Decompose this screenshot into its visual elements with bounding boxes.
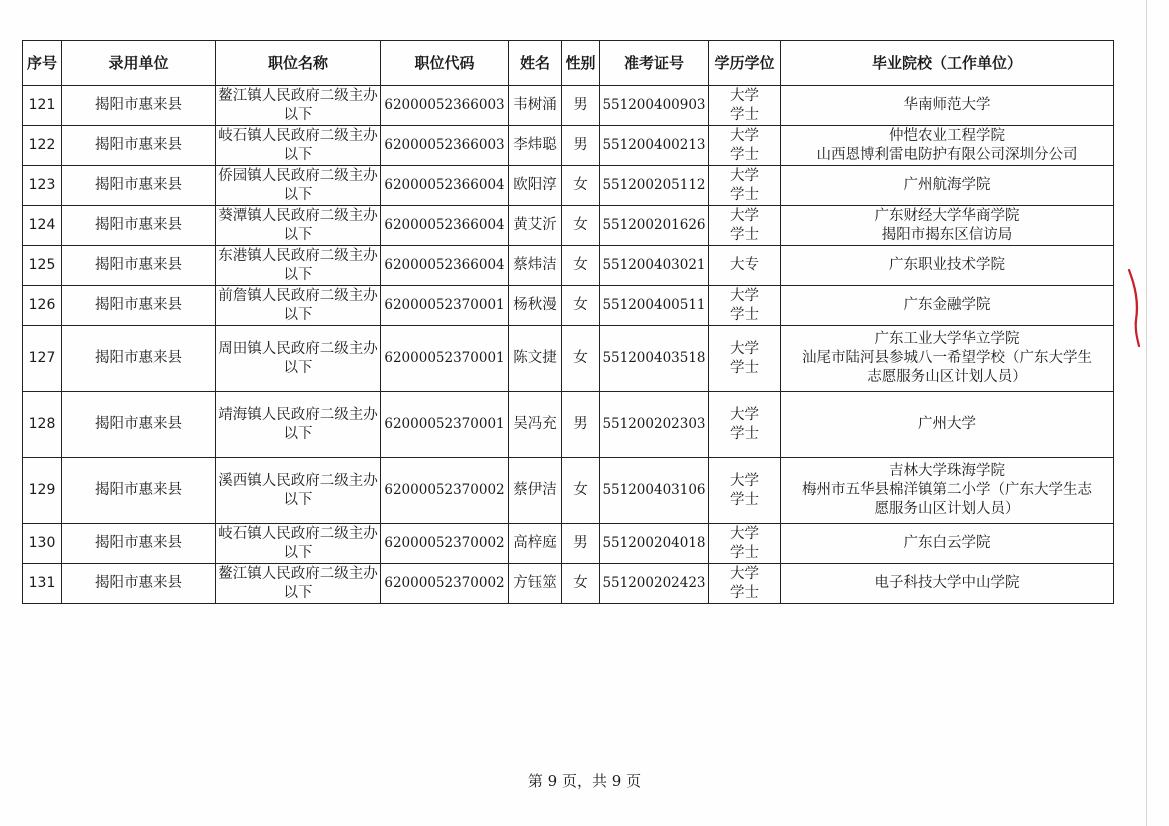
cell-education-line: 大专 xyxy=(730,257,759,273)
cell-gender: 女 xyxy=(562,326,600,392)
cell-ticket: 551200400213 xyxy=(600,126,709,166)
cell-gender: 女 xyxy=(562,166,600,206)
header-unit: 录用单位 xyxy=(62,41,216,86)
cell-unit: 揭阳市惠来县 xyxy=(62,126,216,166)
cell-name: 吴冯充 xyxy=(509,392,562,458)
cell-education-line: 学士 xyxy=(730,146,759,163)
cell-code: 62000052370002 xyxy=(381,564,509,604)
cell-unit: 揭阳市惠来县 xyxy=(62,166,216,206)
cell-position-line: 溪西镇人民政府二级 xyxy=(218,472,349,489)
table-row xyxy=(23,166,1114,206)
table-row xyxy=(23,326,1114,392)
cell-education-line: 学士 xyxy=(730,491,759,508)
table-row xyxy=(23,392,1114,458)
cell-ticket: 551200403021 xyxy=(600,246,709,286)
cell-education xyxy=(709,458,781,524)
table-row xyxy=(23,564,1114,604)
cell-ticket: 551200400903 xyxy=(600,86,709,126)
cell-education-line: 学士 xyxy=(730,306,759,323)
cell-unit: 揭阳市惠来县 xyxy=(62,286,216,326)
cell-position-line: 主办以下 xyxy=(283,207,378,243)
cell-education-line: 大学 xyxy=(730,207,759,224)
cell-position-line: 东港镇人民政府二级 xyxy=(218,247,349,264)
cell-unit: 揭阳市惠来县 xyxy=(62,246,216,286)
cell-position xyxy=(216,392,381,458)
cell-gender: 男 xyxy=(562,524,600,564)
cell-position xyxy=(216,166,381,206)
scan-edge-line xyxy=(1146,0,1147,826)
cell-position-line: 鳌江镇人民政府二级 xyxy=(218,565,349,582)
table-header-row xyxy=(23,41,1114,86)
cell-education-line: 学士 xyxy=(730,186,759,203)
cell-school-line: 吉林大学珠海学院 xyxy=(889,463,1005,479)
cell-education-line: 学士 xyxy=(730,425,759,442)
cell-gender: 男 xyxy=(562,392,600,458)
cell-gender: 女 xyxy=(562,458,600,524)
cell-name: 高梓庭 xyxy=(509,524,562,564)
cell-gender: 女 xyxy=(562,246,600,286)
cell-position-line: 侨园镇人民政府二级 xyxy=(218,167,349,184)
cell-seq: 123 xyxy=(23,166,62,206)
cell-school-line: 仲恺农业工程学院 xyxy=(889,127,1005,144)
cell-gender: 女 xyxy=(562,206,600,246)
cell-education xyxy=(709,86,781,126)
cell-position-line: 主办以下 xyxy=(283,247,378,283)
header-ticket: 准考证号 xyxy=(600,41,709,86)
cell-seq: 130 xyxy=(23,524,62,564)
cell-code: 62000052366004 xyxy=(381,166,509,206)
cell-position-line: 靖海镇人民政府二级 xyxy=(218,406,349,423)
cell-code: 62000052370002 xyxy=(381,458,509,524)
cell-position-line: 主办以下 xyxy=(283,406,378,442)
table-row xyxy=(23,286,1114,326)
cell-position-line: 主办以下 xyxy=(283,87,378,123)
header-position: 职位名称 xyxy=(216,41,381,86)
cell-position xyxy=(216,246,381,286)
cell-unit: 揭阳市惠来县 xyxy=(62,564,216,604)
cell-position-line: 鳌江镇人民政府二级 xyxy=(218,87,349,104)
cell-ticket: 551200201626 xyxy=(600,206,709,246)
cell-seq: 121 xyxy=(23,86,62,126)
cell-position-line: 前詹镇人民政府二级 xyxy=(218,287,349,304)
recruitment-table xyxy=(22,40,1114,604)
table-row xyxy=(23,126,1114,166)
header-school: 毕业院校（工作单位） xyxy=(781,41,1114,86)
cell-ticket: 551200400511 xyxy=(600,286,709,326)
cell-position xyxy=(216,86,381,126)
header-seq: 序号 xyxy=(23,41,62,86)
cell-education-line: 大学 xyxy=(730,287,759,304)
cell-position xyxy=(216,564,381,604)
cell-school-line: 梅州市五华县棉洋镇第二小学（广东大学生志 xyxy=(802,482,1092,498)
cell-education-line: 大学 xyxy=(730,340,759,357)
cell-school xyxy=(781,86,1114,126)
cell-position xyxy=(216,524,381,564)
cell-ticket: 551200403106 xyxy=(600,458,709,524)
cell-name: 李炜聪 xyxy=(509,126,562,166)
cell-unit: 揭阳市惠来县 xyxy=(62,206,216,246)
cell-unit: 揭阳市惠来县 xyxy=(62,524,216,564)
header-code: 职位代码 xyxy=(381,41,509,86)
header-name: 姓名 xyxy=(509,41,562,86)
cell-education-line: 学士 xyxy=(730,359,759,376)
cell-education xyxy=(709,392,781,458)
cell-position-line: 主办以下 xyxy=(283,340,378,376)
cell-education xyxy=(709,524,781,564)
table-row xyxy=(23,246,1114,286)
cell-school-line: 广东职业技术学院 xyxy=(889,257,1005,273)
cell-school xyxy=(781,246,1114,286)
cell-education xyxy=(709,166,781,206)
cell-education xyxy=(709,246,781,286)
cell-school xyxy=(781,326,1114,392)
cell-position-line: 葵潭镇人民政府二级 xyxy=(218,207,349,224)
cell-seq: 124 xyxy=(23,206,62,246)
cell-position-line: 主办以下 xyxy=(283,167,378,203)
table-row xyxy=(23,86,1114,126)
cell-school-line: 广东工业大学华立学院 xyxy=(874,331,1020,347)
cell-code: 62000052370001 xyxy=(381,326,509,392)
table-row xyxy=(23,458,1114,524)
cell-education-line: 学士 xyxy=(730,226,759,243)
cell-school xyxy=(781,458,1114,524)
cell-code: 62000052370002 xyxy=(381,524,509,564)
cell-code: 62000052366003 xyxy=(381,126,509,166)
cell-gender: 男 xyxy=(562,126,600,166)
page-number: 第 9 页，共 9 页 xyxy=(527,772,642,790)
cell-unit: 揭阳市惠来县 xyxy=(62,392,216,458)
cell-position-line: 主办以下 xyxy=(283,525,378,561)
cell-education-line: 大学 xyxy=(730,167,759,184)
cell-name: 黄艾沂 xyxy=(509,206,562,246)
cell-school-line: 愿服务山区计划人员） xyxy=(874,501,1020,517)
cell-name: 杨秋漫 xyxy=(509,286,562,326)
cell-code: 62000052370001 xyxy=(381,392,509,458)
cell-school-line: 广东金融学院 xyxy=(903,297,991,313)
cell-education xyxy=(709,206,781,246)
cell-school-line: 华南师范大学 xyxy=(903,97,991,113)
cell-ticket: 551200202303 xyxy=(600,392,709,458)
cell-education-line: 学士 xyxy=(730,584,759,601)
cell-school xyxy=(781,286,1114,326)
table-body xyxy=(23,86,1114,604)
cell-school xyxy=(781,206,1114,246)
cell-education-line: 大学 xyxy=(730,87,759,104)
cell-education-line: 学士 xyxy=(730,544,759,561)
cell-position-line: 主办以下 xyxy=(283,127,378,163)
cell-code: 62000052370001 xyxy=(381,286,509,326)
cell-education xyxy=(709,126,781,166)
ink-mark xyxy=(1126,268,1142,348)
cell-seq: 126 xyxy=(23,286,62,326)
cell-code: 62000052366003 xyxy=(381,86,509,126)
cell-education xyxy=(709,286,781,326)
cell-name: 方钰筮 xyxy=(509,564,562,604)
cell-position-line: 岐石镇人民政府二级 xyxy=(218,127,349,144)
cell-school-line: 志愿服务山区计划人员） xyxy=(867,369,1027,385)
cell-school-line: 揭阳市揭东区信访局 xyxy=(881,226,1013,243)
cell-education-line: 大学 xyxy=(730,525,759,542)
cell-education xyxy=(709,326,781,392)
cell-position-line: 主办以下 xyxy=(283,287,378,323)
cell-ticket: 551200204018 xyxy=(600,524,709,564)
cell-education-line: 大学 xyxy=(730,565,759,582)
cell-position xyxy=(216,326,381,392)
cell-school-line: 广州航海学院 xyxy=(903,177,991,193)
cell-position xyxy=(216,126,381,166)
cell-school-line: 广州大学 xyxy=(918,416,976,432)
cell-education-line: 大学 xyxy=(730,472,759,489)
table-row xyxy=(23,524,1114,564)
cell-unit: 揭阳市惠来县 xyxy=(62,458,216,524)
cell-ticket: 551200202423 xyxy=(600,564,709,604)
cell-position-line: 主办以下 xyxy=(283,472,378,508)
cell-gender: 女 xyxy=(562,564,600,604)
cell-ticket: 551200403518 xyxy=(600,326,709,392)
cell-name: 陈文捷 xyxy=(509,326,562,392)
header-education: 学历学位 xyxy=(709,41,781,86)
cell-school xyxy=(781,392,1114,458)
cell-seq: 128 xyxy=(23,392,62,458)
cell-code: 62000052366004 xyxy=(381,246,509,286)
table-row xyxy=(23,206,1114,246)
cell-gender: 男 xyxy=(562,86,600,126)
cell-unit: 揭阳市惠来县 xyxy=(62,86,216,126)
cell-unit: 揭阳市惠来县 xyxy=(62,326,216,392)
cell-position xyxy=(216,458,381,524)
cell-name: 韦树涌 xyxy=(509,86,562,126)
cell-school-line: 广东白云学院 xyxy=(903,535,991,551)
cell-school xyxy=(781,126,1114,166)
cell-position-line: 主办以下 xyxy=(283,565,378,601)
cell-school xyxy=(781,524,1114,564)
cell-name: 蔡伊洁 xyxy=(509,458,562,524)
cell-school xyxy=(781,564,1114,604)
header-gender: 性别 xyxy=(562,41,600,86)
cell-position-line: 周田镇人民政府二级 xyxy=(218,340,349,357)
cell-school-line: 山西恩博利雷电防护有限公司深圳分公司 xyxy=(816,146,1078,163)
cell-school-line: 汕尾市陆河县参城八一希望学校（广东大学生 xyxy=(802,350,1092,366)
cell-seq: 125 xyxy=(23,246,62,286)
cell-school-line: 电子科技大学中山学院 xyxy=(874,575,1020,591)
cell-position xyxy=(216,206,381,246)
cell-seq: 131 xyxy=(23,564,62,604)
cell-seq: 122 xyxy=(23,126,62,166)
cell-education-line: 大学 xyxy=(730,127,759,144)
cell-education-line: 学士 xyxy=(730,106,759,123)
cell-school xyxy=(781,166,1114,206)
cell-seq: 129 xyxy=(23,458,62,524)
cell-education-line: 大学 xyxy=(730,406,759,423)
cell-school-line: 广东财经大学华商学院 xyxy=(874,207,1020,224)
cell-name: 蔡炜洁 xyxy=(509,246,562,286)
cell-seq: 127 xyxy=(23,326,62,392)
cell-position-line: 岐石镇人民政府二级 xyxy=(218,525,349,542)
cell-position xyxy=(216,286,381,326)
cell-code: 62000052366004 xyxy=(381,206,509,246)
cell-education xyxy=(709,564,781,604)
cell-ticket: 551200205112 xyxy=(600,166,709,206)
cell-gender: 女 xyxy=(562,286,600,326)
cell-name: 欧阳淳 xyxy=(509,166,562,206)
